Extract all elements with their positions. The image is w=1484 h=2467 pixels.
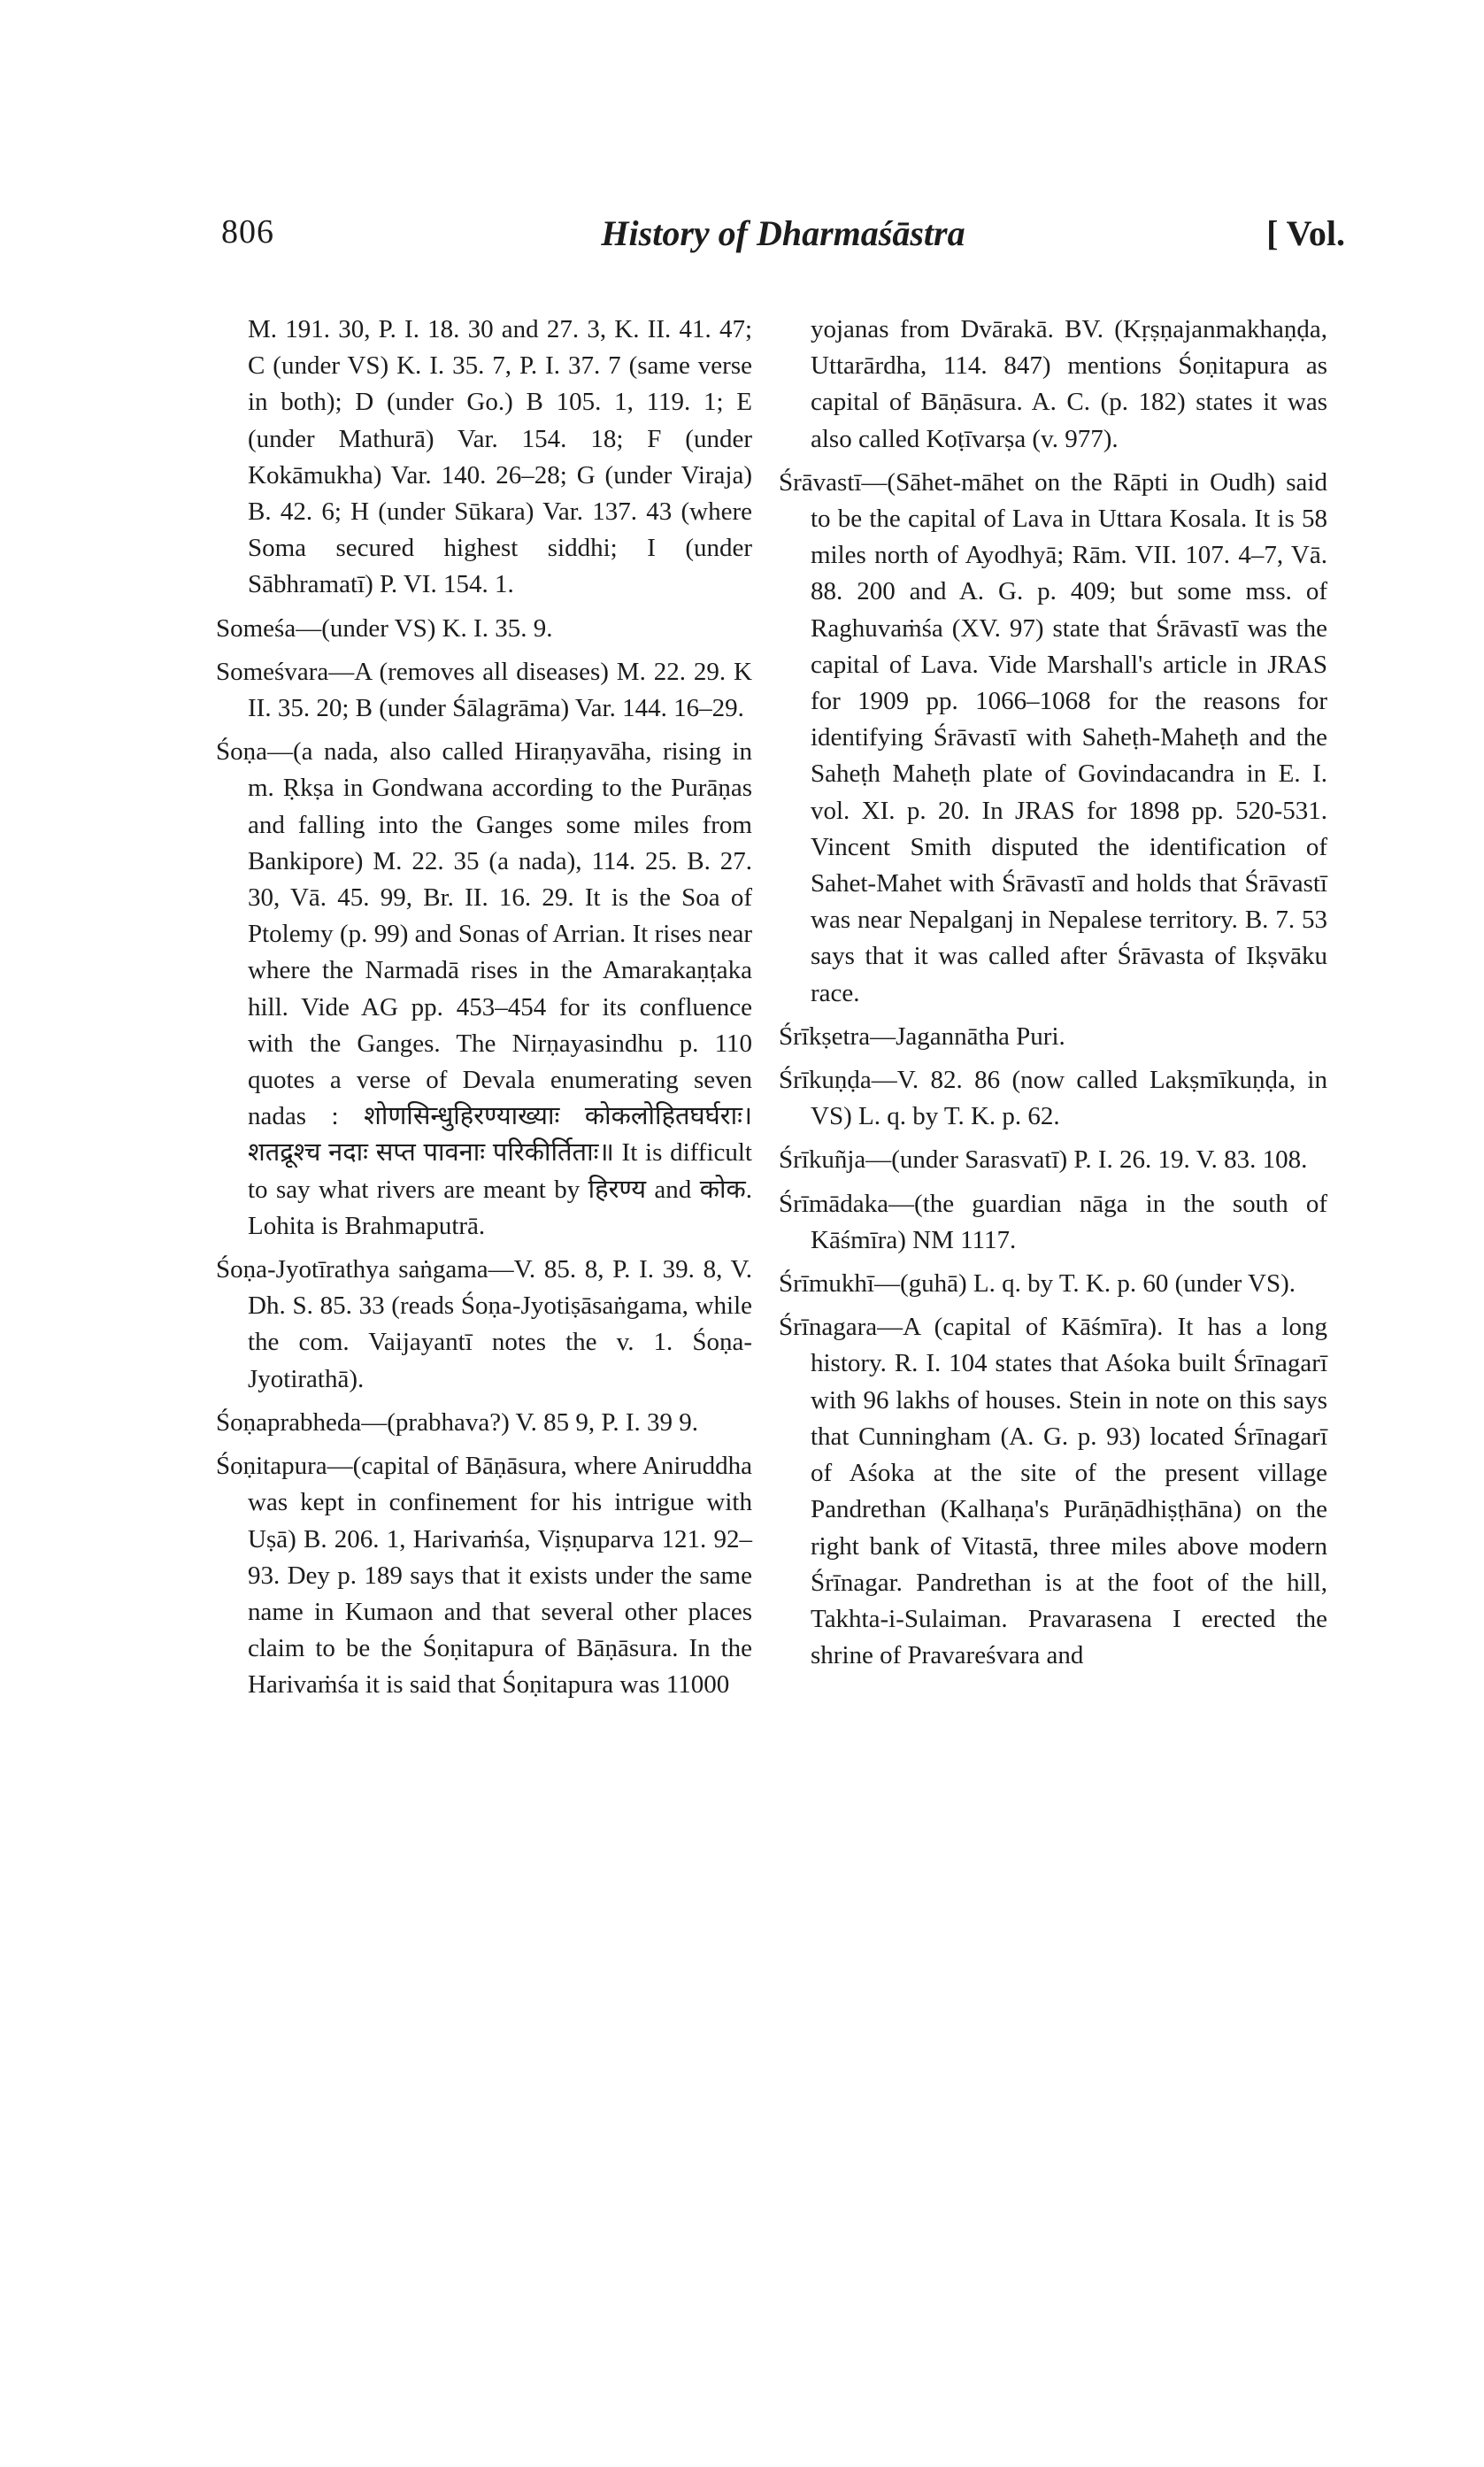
entry-sona: Śoṇa—(a nada, also called Hiraṇyavāha, rising in m. Ṛkṣa in Gondwana according to the Purāṇas and falling into the Ganges some miles from Bankipore) M. 22. 35 (a nada), 114. 25. B. 27. 30, Vā. 45. 99, Br. II. 16. 29. It is the Soa of Ptolemy (p. 99) and Sonas of Arrian. It rises near where the Narmadā rises in the Amarakaṇṭaka hill. Vide AG pp. 453–454 for its confluence with the Ganges. The Nirṇayasindhu p. 110 quotes a verse of Devala enumerating seven nadas : शोणसिन्धुहिरण्याख्याः कोकलोहितघर्घराः। शतद्रूश्च नदाः सप्त पावनाः परिकीर्तिताः॥ It is difficult to say what rivers are meant by हिरण्य and कोक. Lohita is Brahmaputrā. bbox=[216, 737, 752, 1240]
entry-srinagara: Śrīnagara—A (capital of Kāśmīra). It has a long history. R. I. 104 states that Aśoka built Śrīnagarī with 96 lakhs of houses. Stein in note on this says that Cunningham (A. G. p. 93) located Śrīnagarī of Aśoka at the site of the present village Pandrethan (Kalhaṇa's Purāṇādhiṣṭhāna) on the right bank of Vitastā, three miles above modern Śrīnagar. Pandrethan is at the foot of the hill, Takhta-i-Sulaiman. Pravarasena I erected the shrine of Pravareśvara and bbox=[779, 1313, 1327, 1670]
running-title: History of Dharmaśāstra bbox=[601, 213, 965, 253]
entry-continuation: yojanas from Dvārakā. BV. (Kṛṣṇajanmakhaṇḍa, Uttarārdha, 114. 847) mentions Śoṇitapura as capital of Bāṇāsura. A. C. (p. 182) states it was also called Koṭīvarṣa (v. 977). bbox=[811, 315, 1327, 453]
entry-somesa: Someśa—(under VS) K. I. 35. 9. bbox=[216, 613, 553, 643]
entry-somesvara: Someśvara—A (removes all diseases) M. 22. 29. K II. 35. 20; B (under Śālagrāma) Var. 144. 16–29. bbox=[216, 657, 752, 723]
entry-continuation: M. 191. 30, P. I. 18. 30 and 27. 3, K. II. 41. 47; C (under VS) K. I. 35. 7, P. I. 37. 7 (same verse in both); D (under Go.) B 105. 1, 119. 1; E (under Mathurā) Var. 154. 18; F (under Kokāmukha) Var. 140. 26–28; G (under Viraja) B. 42. 6; H (under Sūkara) Var. 137. 43 (where Soma secured highest siddhi; I (under Sābhramatī) P. VI. 154. 1. bbox=[248, 315, 752, 599]
entry-sriksetra: Śrīkṣetra—Jagannātha Puri. bbox=[779, 1021, 1065, 1051]
entry-srimukhi: Śrīmukhī—(guhā) L. q. by T. K. p. 60 (under VS). bbox=[779, 1269, 1296, 1299]
entry-srikunda: Śrīkuṇḍa—V. 82. 86 (now called Lakṣmīkuṇḍa, in VS) L. q. by T. K. p. 62. bbox=[779, 1066, 1327, 1131]
volume-mark: [ Vol. bbox=[1266, 213, 1345, 253]
left-column bbox=[216, 312, 752, 1711]
page-header bbox=[221, 212, 1345, 266]
entry-srikunja: Śrīkuñja—(under Sarasvatī) P. I. 26. 19. V. 83. 108. bbox=[779, 1145, 1308, 1175]
entry-sonitapura: Śoṇitapura—(capital of Bāṇāsura, where Aniruddha was kept in confinement for his intrigue with Uṣā) B. 206. 1, Harivaṁśa, Viṣṇuparva 121. 92–93. Dey p. 189 says that it exists under the same name in Kumaon and that several other places claim to be the Śoṇitapura of Bāṇāsura. In the Harivaṁśa it is said that Śoṇitapura was 11000 bbox=[216, 1452, 752, 1700]
right-column bbox=[779, 312, 1327, 1681]
entry-srimadaka: Śrīmādaka—(the guardian nāga in the south of Kāśmīra) NM 1117. bbox=[779, 1189, 1327, 1254]
entry-sravasti: Śrāvastī—(Sāhet-māhet on the Rāpti in Oudh) said to be the capital of Lava in Uttara Kosala. It is 58 miles north of Ayodhyā; Rām. VII. 107. 4–7, Vā. 88. 200 and A. G. p. 409; but some mss. of Raghuvaṁśa (XV. 97) state that Śrāvastī was the capital of Lava. Vide Marshall's article in JRAS for 1909 pp. 1066–1068 for the reasons for identifying Śrāvastī with Saheṭh-Maheṭh and the Saheṭh Maheṭh plate of Govindacandra in E. I. vol. XI. p. 20. In JRAS for 1898 pp. 520-531. Vincent Smith disputed the identification of Sahet-Mahet with Śrāvastī and holds that Śrāvastī was near Nepalganj in Nepalese territory. B. 7. 53 says that it was called after Śrāvasta of Ikṣvāku race. bbox=[779, 467, 1327, 1007]
page-number: 806 bbox=[221, 213, 274, 251]
entry-sonaprabheda: Śoṇaprabheda—(prabhava?) V. 85 9, P. I. 39 9. bbox=[216, 1407, 698, 1437]
entry-sona-jyotirathya: Śoṇa-Jyotīrathya saṅgama—V. 85. 8, P. I. 39. 8, V. Dh. S. 85. 33 (reads Śoṇa-Jyotiṣāsaṅgama, while the com. Vaijayantī notes the v. 1. Śoṇa-Jyotirathā). bbox=[216, 1255, 752, 1393]
